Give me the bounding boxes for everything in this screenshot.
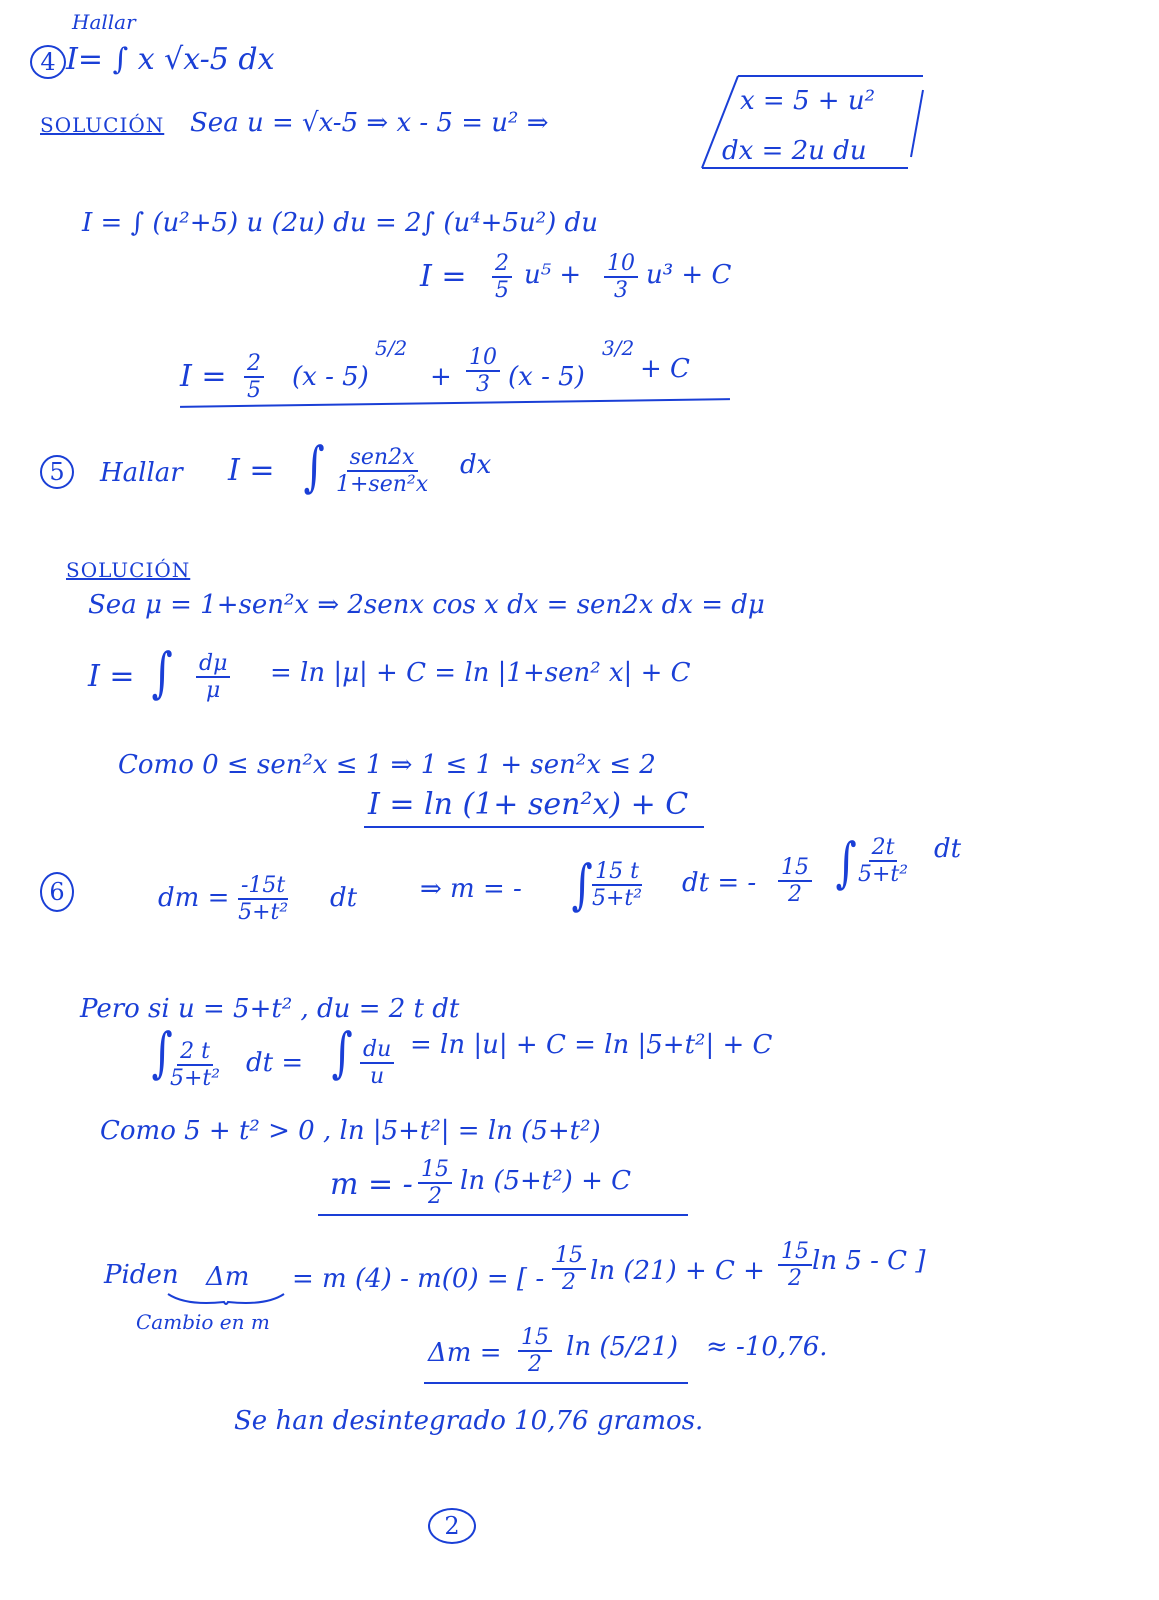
- integral-sign: ∫: [835, 831, 857, 894]
- delta-m-prefix: Δm =: [428, 1338, 502, 1368]
- result-plus: +: [430, 362, 452, 392]
- problem-4-step-2-prefix: I =: [420, 259, 467, 294]
- problem-4-statement: I= ∫ x √x-5 dx: [66, 42, 275, 77]
- delta-m-log: ln (5/21): [566, 1332, 678, 1362]
- problem-4-number: 4: [30, 45, 66, 79]
- fraction-15-2: $\frac{15}{2}$: [518, 1326, 552, 1376]
- fraction-du-u: $\frac{du}{u}$: [360, 1038, 394, 1088]
- problem-6-int-mid: dt =: [246, 1048, 304, 1078]
- problem-4-step-2-mid: u⁵ +: [524, 260, 582, 290]
- problem-6-m-result-prefix: m = -: [330, 1167, 413, 1202]
- boxed-line-x: x = 5 + u²: [740, 86, 876, 116]
- result-exponent-5-2: 5/2: [375, 336, 408, 360]
- result-exponent-3-2: 3/2: [602, 336, 635, 360]
- final-sentence: Se han desintegrado 10,76 gramos.: [234, 1406, 704, 1436]
- problem-6-m-mid: dt = -: [682, 868, 757, 898]
- result-fraction-10-3: $\frac{10}{3}$: [466, 346, 500, 396]
- result-fraction-2-5: $\frac{2}{5}$: [244, 352, 264, 402]
- fraction-2t-5t2: $\frac{2 t}{\text{5+t²}}$: [170, 1039, 221, 1092]
- problem-6-int-tail: = ln |u| + C = ln |5+t²| + C: [410, 1030, 773, 1060]
- problem-6-m-result-tail: ln (5+t²) + C: [460, 1166, 632, 1196]
- piden-label: Piden: [104, 1260, 179, 1290]
- problem-5-hallar: Hallar: [100, 458, 183, 488]
- problem-6-pero-line: Pero si u = 5+t² , du = 2 t dt: [80, 994, 460, 1024]
- problem-5-substitution: Sea μ = 1+sen²x ⇒ 2senx cos x dx = sen2x dx = dμ: [88, 590, 765, 620]
- problem-6-dm-prefix: dm =: [158, 883, 230, 913]
- problem-5-line-2-prefix: I =: [88, 659, 135, 694]
- problem-4-step-2-tail: u³ + C: [646, 260, 732, 290]
- piden-mid: ln (21) + C +: [590, 1256, 765, 1286]
- fraction-15t: $\frac{15 t}{\text{5+t²}}$: [592, 859, 643, 912]
- piden-equation: = m (4) - m(0) = [ -: [292, 1264, 545, 1294]
- problem-6-m-result-underline: [318, 1214, 688, 1216]
- problem-6-m-arrow: ⇒ m = -: [420, 874, 522, 904]
- result-term-1: (x - 5): [292, 362, 369, 392]
- result-term-2: (x - 5): [508, 362, 585, 392]
- fraction-15-2: $\frac{15}{2}$: [778, 1240, 812, 1290]
- fraction-15-2: $\frac{15}{2}$: [552, 1244, 586, 1294]
- page-number: 2: [428, 1508, 476, 1544]
- fraction-2t: $\frac{2t}{\text{5+t²}}$: [858, 835, 909, 888]
- fraction-10-3: $\frac{10}{3}$: [604, 252, 638, 302]
- delta-m-underline: [424, 1382, 688, 1384]
- problem-6-como-line: Como 5 + t² > 0 , ln |5+t²| = ln (5+t²): [100, 1116, 601, 1146]
- problem-5-line-2-tail: = ln |μ| + C = ln |1+sen² x| + C: [270, 658, 691, 688]
- problem-5-I-eq: I =: [228, 453, 275, 488]
- fraction-dmu-mu: $\frac{d\mu}{\mu}$: [196, 652, 230, 702]
- problem-4-result-prefix: I =: [180, 359, 227, 394]
- integral-sign: ∫: [151, 1021, 173, 1084]
- integral-sign: ∫: [571, 853, 593, 916]
- integral-sign: ∫: [331, 1021, 353, 1084]
- piden-tail: ln 5 - C ]: [812, 1246, 926, 1276]
- problem-6-m-dt: dt: [934, 834, 962, 864]
- problem-4-substitution: Sea u = √x-5 ⇒ x - 5 = u² ⇒: [190, 108, 549, 138]
- problem-6-number: 6: [40, 872, 74, 912]
- cambio-en-m-label: Cambio en m: [136, 1310, 270, 1334]
- delta-m-value: ≈ -10,76.: [706, 1332, 828, 1362]
- problem-5-dx: dx: [460, 450, 492, 480]
- boxed-line-dx: dx = 2u du: [722, 136, 867, 166]
- fraction-15-2: $\frac{15}{2}$: [418, 1158, 452, 1208]
- result-tail: + C: [640, 354, 690, 384]
- delta-m-label: Δm: [206, 1262, 250, 1292]
- integral-sign: ∫: [303, 435, 325, 498]
- problem-5-result-underline: [364, 826, 704, 828]
- problem-4-step-1: I = ∫ (u²+5) u (2u) du = 2∫ (u⁴+5u²) du: [82, 208, 598, 238]
- problem-5-number: 5: [40, 455, 74, 489]
- brace-under-delta-m: [166, 1292, 286, 1308]
- fraction-15-2: $\frac{15}{2}$: [778, 856, 812, 906]
- problem-4-solucion-label: SOLUCIÓN: [40, 113, 165, 137]
- problem-5-como-line: Como 0 ≤ sen²x ≤ 1 ⇒ 1 ≤ 1 + sen²x ≤ 2: [118, 750, 656, 780]
- problem-5-solucion-label: SOLUCIÓN: [66, 558, 191, 582]
- integral-sign: ∫: [151, 641, 173, 704]
- problem-6-dm-dt: dt: [330, 883, 358, 913]
- hallar-note: Hallar: [72, 10, 136, 34]
- fraction-2-5: $\frac{2}{5}$: [492, 252, 512, 302]
- fraction-minus-15t: $\frac{-15t}{\text{5+t²}}$: [238, 873, 289, 926]
- problem-5-result: I = ln (1+ sen²x) + C: [368, 787, 689, 822]
- problem-5-fraction: sen2x 1+sen²x: [336, 445, 429, 498]
